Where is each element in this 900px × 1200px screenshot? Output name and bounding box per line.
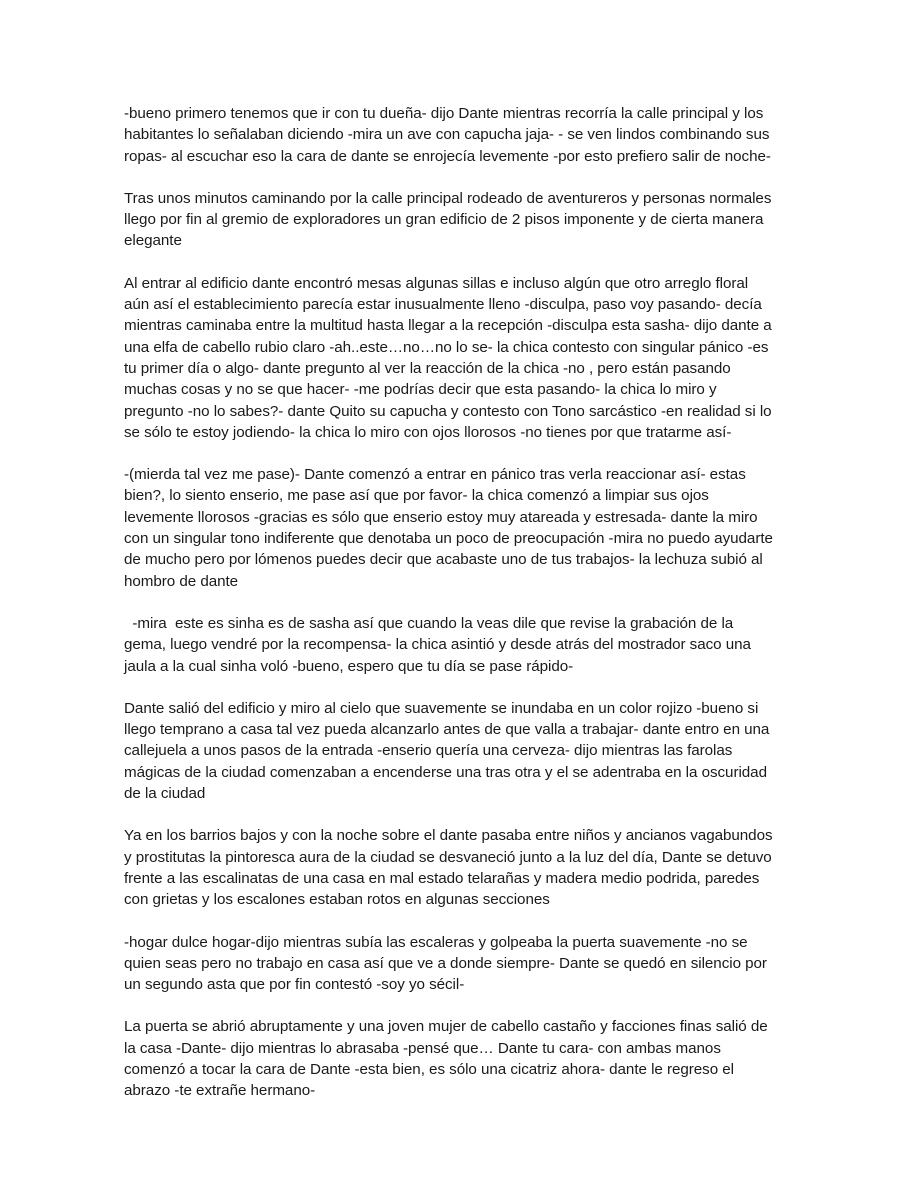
paragraph-8: -hogar dulce hogar-dijo mientras subía las escaleras y golpeaba la puerta suavemente -no se quien seas pero no trabajo en casa así que ve a donde siempre- Dante se quedó en silencio por un segundo asta que por fin contestó -soy yo sécil- <box>124 933 767 994</box>
paragraph-3: Al entrar al edificio dante encontró mesas algunas sillas e incluso algún que otro arreglo floral aún así el establecimiento parecía estar inusualmente lleno -disculpa, paso voy pasando- decía mientras caminaba entre la multitud hasta llegar a la recepción -disculpa esta sasha- dijo dante a una elfa de cabello rubio claro -ah..este…no…no lo se- la chica contesto con singular pánico -es tu primer día o algo- dante pregunto al ver la reacción de la chica -no , pero están pasando muchas cosas y no se que hacer- -me podrías decir que esta pasando- la chica lo miro y pregunto -no lo sabes?- dante Quito su capucha y contesto con Tono sarcástico -en realidad si lo se sólo te estoy jodiendo- la chica lo miro con ojos llorosos -no tienes por que tratarme así- <box>124 274 772 441</box>
paragraph-5: -mira este es sinha es de sasha así que cuando la veas dile que revise la grabación de la gema, luego vendré por la recompensa- la chica asintió y desde atrás del mostrador saco una jaula a la cual sinha voló -bueno, espero que tu día se pase rápido- <box>124 614 756 675</box>
paragraph-7: Ya en los barrios bajos y con la noche sobre el dante pasaba entre niños y ancianos vagabundos y prostitutas la pintoresca aura de la ciudad se desvaneció junto a la luz del día, Dante se detuvo frente a las escalinatas de una casa en mal estado telarañas y madera medio podrida, paredes con grietas y los escalones estaban rotos en algunas secciones <box>124 827 773 909</box>
document-page <box>124 103 776 1123</box>
paragraph-1: -bueno primero tenemos que ir con tu dueña- dijo Dante mientras recorría la calle principal y los habitantes lo señalaban diciendo -mira un ave con capucha jaja- - se ven lindos combinando sus ropas- al escuchar eso la cara de dante se enrojecía levemente -por esto prefiero salir de noche- <box>124 105 771 165</box>
paragraph-4: -(mierda tal vez me pase)- Dante comenzó a entrar en pánico tras verla reaccionar así- estas bien?, lo siento enserio, me pase así que por favor- la chica comenzó a limpiar sus ojos levemente llorosos -gracias es sólo que enserio estoy muy atareada y estresada- dante la miro con un singular tono indiferente que denotaba un poco de preocupación -mira no puedo ayudarte de mucho pero por lómenos puedes decir que acabaste uno de tus trabajos- la lechuza subió al hombro de dante <box>124 466 773 590</box>
paragraph-9: La puerta se abrió abruptamente y una joven mujer de cabello castaño y facciones finas salió de la casa -Dante- dijo mientras lo abrasaba -pensé que… Dante tu cara- con ambas manos comenzó a tocar la cara de Dante -esta bien, es sólo una cicatriz ahora- dante le regreso el abrazo -te extrañe hermano- <box>124 1018 768 1100</box>
paragraph-6: Dante salió del edificio y miro al cielo que suavemente se inundaba en un color rojizo -bueno si llego temprano a casa tal vez pueda alcanzarlo antes de que valla a trabajar- dante entro en una callejuela a unos pasos de la entrada -enserio quería una cerveza- dijo mientras las farolas mágicas de la ciudad comenzaban a encenderse una tras otra y el se adentraba en la oscuridad de la ciudad <box>124 699 770 803</box>
paragraph-2: Tras unos minutos caminando por la calle principal rodeado de aventureros y personas normales llego por fin al gremio de exploradores un gran edificio de 2 pisos imponente y de cierta manera elegante <box>124 189 772 250</box>
